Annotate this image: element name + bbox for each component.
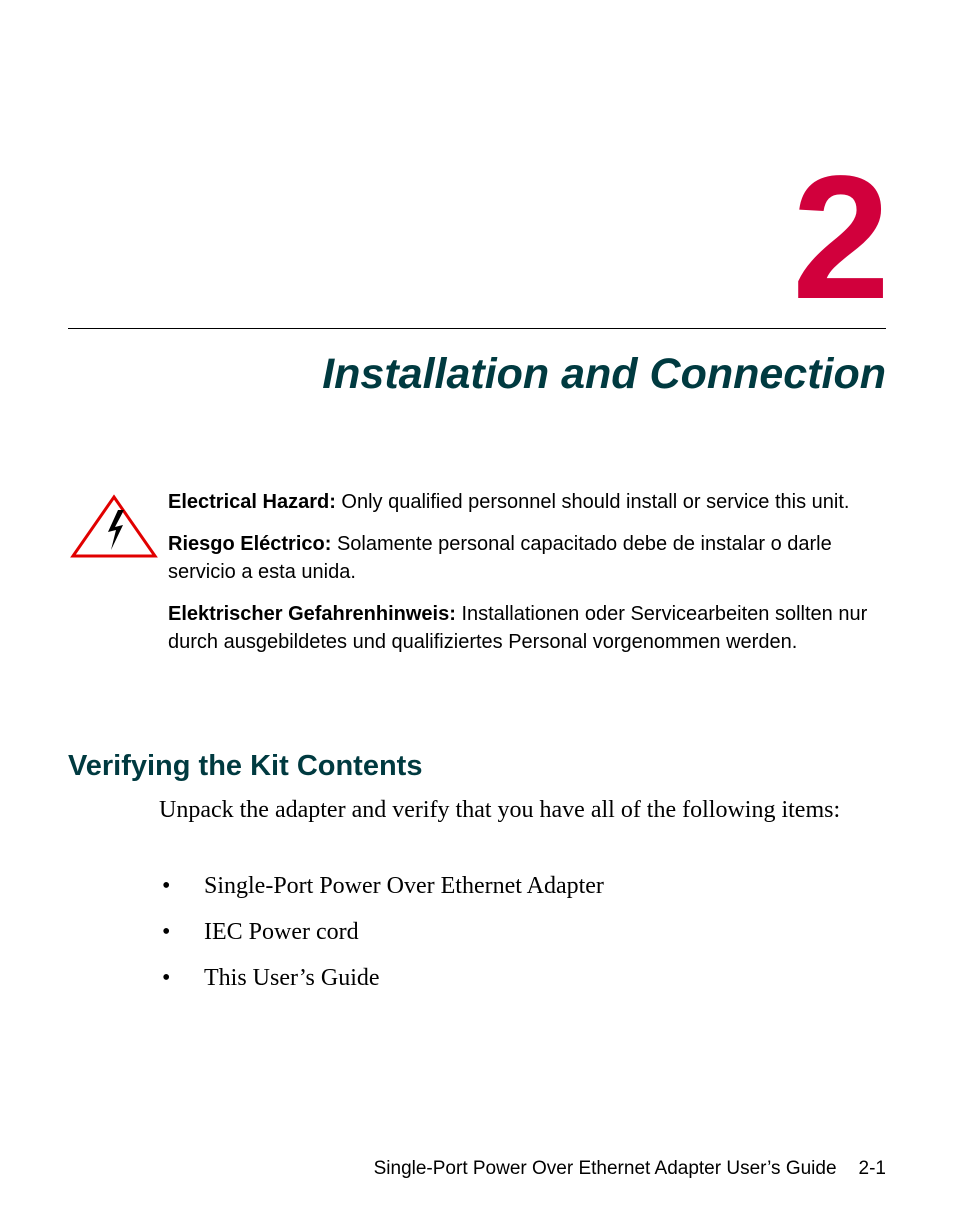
list-item xyxy=(159,871,604,902)
chapter-title: Installation and Connection xyxy=(322,350,886,398)
warning-label: Elektrischer Gefahrenhinweis: xyxy=(168,603,456,625)
electrical-hazard-icon xyxy=(70,494,158,560)
warning-german xyxy=(168,600,888,656)
page-number: 2-1 xyxy=(858,1158,886,1179)
warning-spanish xyxy=(168,530,888,586)
list-item xyxy=(159,917,604,948)
section-heading: Verifying the Kit Contents xyxy=(68,750,423,782)
warning-text: Only qualified personnel should install or service this unit. xyxy=(335,491,850,513)
warning-text: Installationen oder Servicearbeiten sollten nur durch ausgebildetes und qualifiziertes Personal vorgenommen werden. xyxy=(168,603,868,653)
warning-label: Riesgo Eléctrico: xyxy=(168,533,332,555)
footer-guide-title: Single-Port Power Over Ethernet Adapter User’s Guide xyxy=(373,1158,837,1179)
page-footer xyxy=(374,1156,886,1182)
warning-text: Solamente personal capacitado debe de instalar o darle servicio a esta unida. xyxy=(168,533,832,583)
bullet-icon: • xyxy=(162,873,171,899)
bullet-icon: • xyxy=(162,965,171,991)
section-intro: Unpack the adapter and verify that you have all of the following items: xyxy=(159,797,841,823)
warning-english xyxy=(168,488,888,516)
chapter-rule xyxy=(68,328,886,329)
hazard-warnings xyxy=(168,488,888,670)
bullet-icon: • xyxy=(162,919,171,945)
list-item-text: Single-Port Power Over Ethernet Adapter xyxy=(204,873,604,899)
list-item xyxy=(159,963,604,994)
chapter-number: 2 xyxy=(792,140,886,336)
warning-label: Electrical Hazard: xyxy=(168,491,336,513)
kit-contents-list xyxy=(159,871,604,1009)
list-item-text: IEC Power cord xyxy=(204,919,359,945)
list-item-text: This User’s Guide xyxy=(204,965,380,991)
